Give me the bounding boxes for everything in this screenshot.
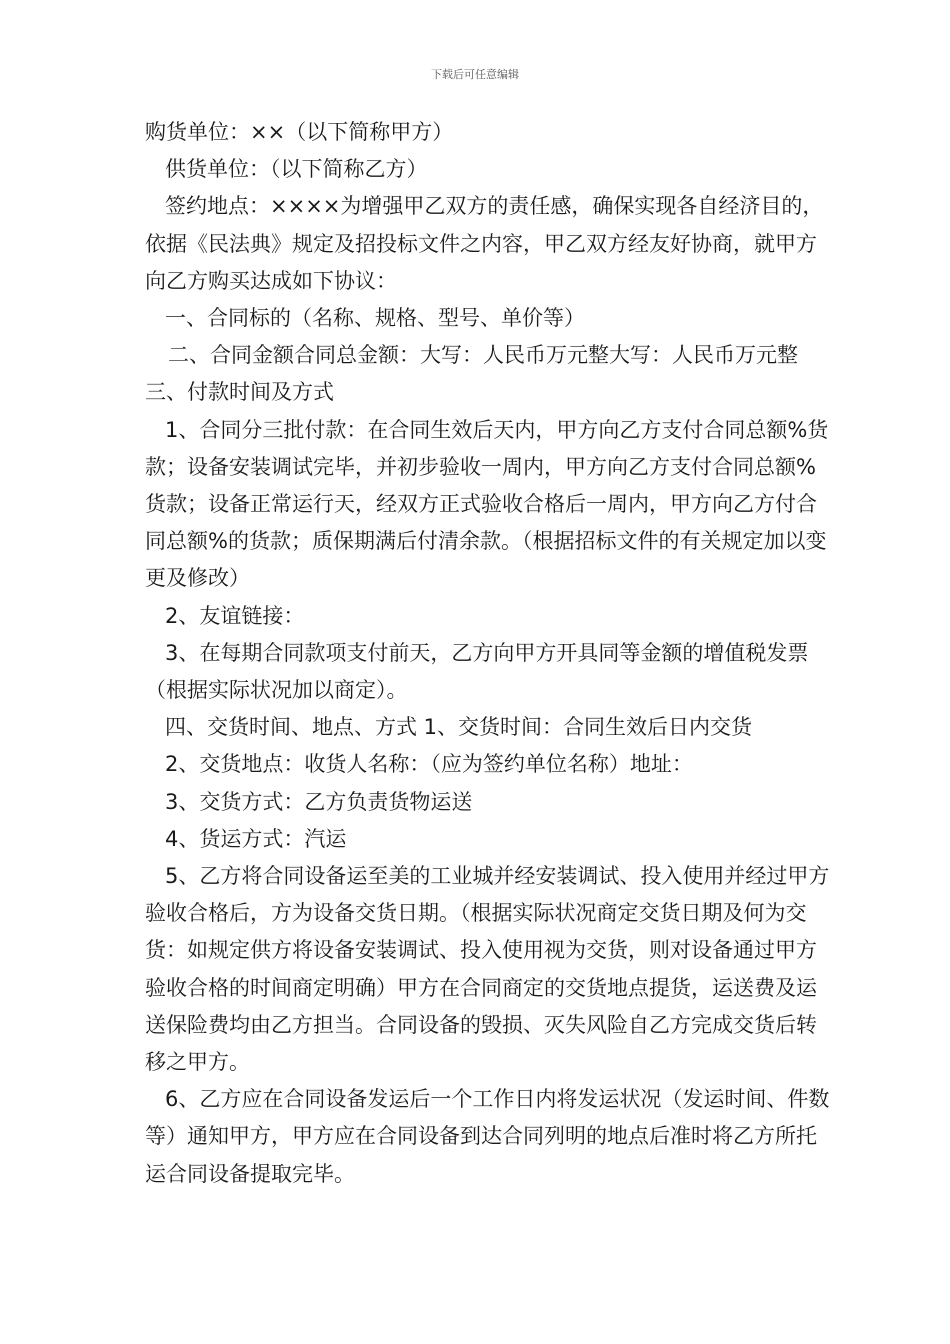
paragraph-section-4: 四、交货时间、地点、方式 1、交货时间：合同生效后日内交货 — [165, 715, 753, 740]
paragraph-delivery-method: 3、交货方式：乙方负责货物运送 — [165, 789, 473, 814]
paragraph-section-1: 一、合同标的（名称、规格、型号、单价等） — [165, 306, 585, 331]
paragraph-freight-method: 4、货运方式：汽运 — [165, 826, 347, 851]
document-body — [145, 114, 833, 1193]
paragraph-supplier: 供货单位：（以下简称乙方） — [165, 157, 428, 182]
paragraph-buyer: 购货单位：××（以下简称甲方） — [145, 120, 454, 144]
paragraph-delivery-6: 6、乙方应在合同设备发运后一个工作日内将发运状况（发运时间、件数等）通知甲方，甲方应在合同设备到达合同列明的地点后准时将乙方所托运合同设备提取完毕。 — [145, 1087, 830, 1186]
paragraph-delivery-5: 5、乙方将合同设备运至美的工业城并经安装调试、投入使用并经过甲方验收合格后，方为设备交货日期。（根据实际状况商定交货日期及何为交货：如规定供方将设备安装调试、投入使用视为交货，则对设备通过甲方验收合格的时间商定明确）甲方在合同商定的交货地点提货，运送费及运送保险费均由乙方担当。合同设备的毁损、灭失风险自乙方完成交货后转移之甲方。 — [145, 864, 830, 1075]
page-header: 下载后可任意编辑 — [431, 68, 519, 81]
paragraph-payment-1: 1、合同分三批付款：在合同生效后天内，甲方向乙方支付合同总额%货款；设备安装调试完毕，并初步验收一周内，甲方向乙方支付合同总额%货款；设备正常运行天，经双方正式验收合格后一周内，甲方向乙方付合同总额%的货款；质保期满后付清余款。（根据招标文件的有关规定加以变更及修改） — [145, 417, 829, 591]
paragraph-signing-place: 签约地点：××××为增强甲乙双方的责任感，确保实现各自经济目的，依据《民法典》规定及招投标文件之内容，甲乙双方经友好协商，就甲方向乙方购买达成如下协议： — [145, 194, 824, 293]
paragraph-payment-3: 3、在每期合同款项支付前天，乙方向甲方开具同等金额的增值税发票（根据实际状况加以商定）。 — [145, 640, 809, 703]
paragraph-delivery-place: 2、交货地点：收货人名称：（应为签约单位名称）地址： — [165, 752, 693, 777]
paragraph-payment-2: 2、友谊链接： — [165, 603, 305, 628]
paragraph-section-2: 二、合同金额合同总金额：大写：人民币万元整大写：人民币万元整三、付款时间及方式 — [145, 343, 798, 405]
